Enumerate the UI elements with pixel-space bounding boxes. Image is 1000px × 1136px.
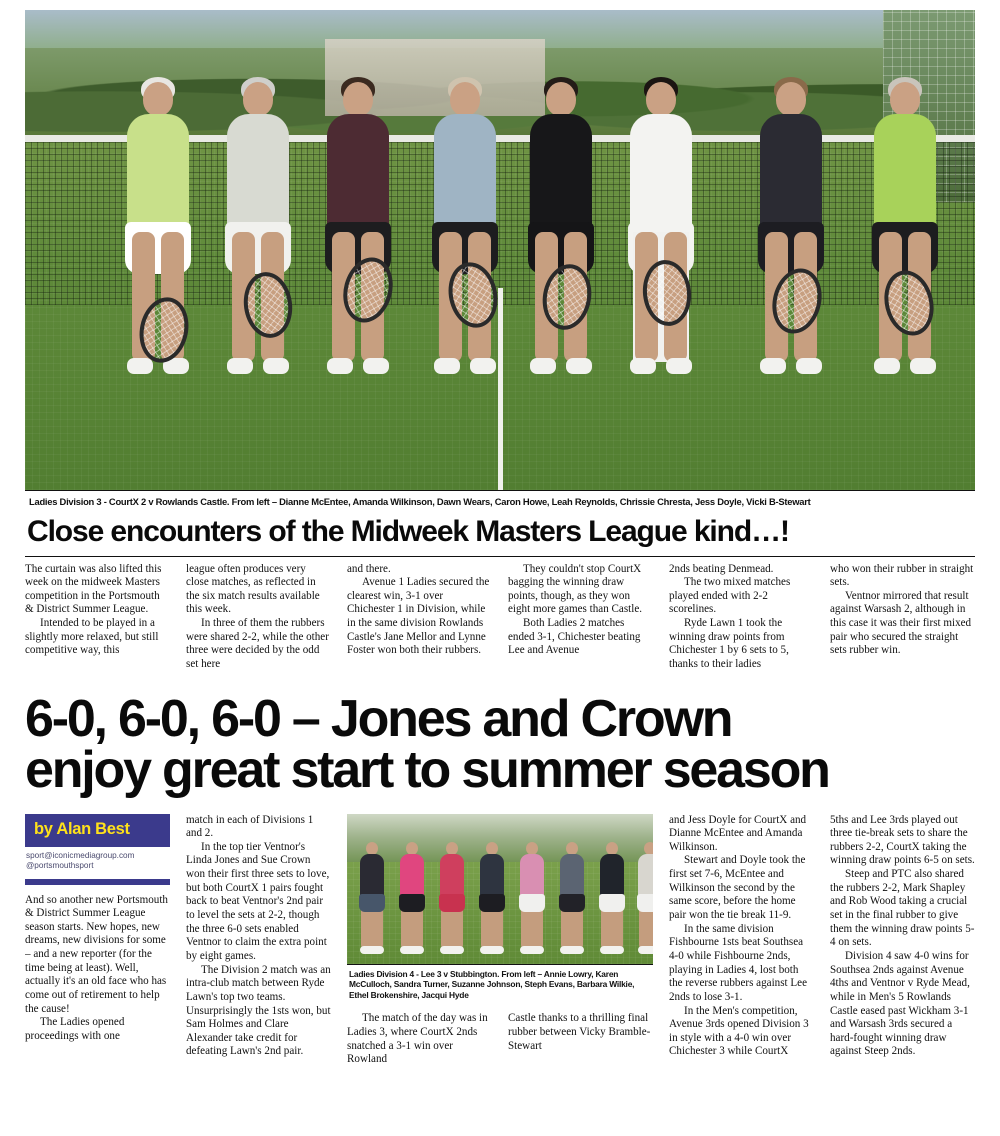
player-shoes [600, 946, 624, 954]
paragraph: The match of the day was in Ladies 3, where CourtX 2nds snatched a 3-1 win over Rowland [347, 1012, 488, 1066]
paragraph: The two mixed matches played ended with 2-2 scorelines. [669, 576, 791, 616]
player-head [343, 82, 373, 116]
paragraph: Ventnor mirrored that result against Warsash 2, although in this case it was their first mixed pair who secured the straight sets rubber win. [830, 589, 972, 657]
paragraph: Both Ladies 2 matches ended 3-1, Chichester beating Lee and Avenue [508, 617, 641, 657]
player-shoes [874, 358, 936, 376]
paragraph: 2nds beating Denmead. [669, 562, 774, 575]
player-shoes [227, 358, 289, 376]
player-shoes [530, 358, 592, 376]
player-torso [327, 114, 389, 234]
player-skirt [359, 894, 385, 912]
player-figure [613, 82, 709, 482]
paragraph: The curtain was also lifted this week on the midweek Masters competition in the Portsmouth & District Summer League. [25, 562, 162, 616]
player-head [450, 82, 480, 116]
paragraph: The Division 2 match was an intra-club match between Ryde Lawn's top two teams. Unsurprisingly the 1sts won, but Sam Holmes and Clare Alexander take credit for defeating Lawn's 2nd pair. [186, 963, 331, 1058]
player-torso [127, 114, 189, 234]
paragraph: In the same division Fishbourne 1sts beat Southsea 4-0 while Fishbourne 2nds, playing in Ladies 4, lost both the reverse rubbers against Lee 2nds to lose 3-1. [669, 922, 807, 1003]
player-figure [435, 842, 468, 960]
player-figure [515, 842, 548, 960]
main-photo-caption: Ladies Division 3 - CourtX 2 v Rowlands Castle. From left – Dianne McEntee, Amanda Wilkinson, Dawn Wears, Caron Howe, Leah Reynolds, Chrissie Chresta, Jess Doyle, Vicki B-Stewart [25, 490, 975, 510]
paragraph: who won their rubber in straight sets. [830, 562, 974, 589]
byline-rule [25, 879, 170, 885]
article-1-columns [25, 563, 975, 672]
player-figure [395, 842, 428, 960]
player-torso [600, 854, 624, 899]
page-sheet [25, 10, 975, 1136]
secondary-photo-caption: Ladies Division 4 - Lee 3 v Stubbington. From left – Annie Lowry, Karen McCulloch, Sandra Turner, Suzanne Johnson, Steph Evans, Barbara Wilkie, Ethel Brokenshire, Jacqui Hyde [347, 964, 653, 1005]
player-torso [630, 114, 692, 234]
player-figure [475, 842, 508, 960]
player-shoes [520, 946, 544, 954]
article-1-column-2 [186, 563, 331, 672]
player-head [776, 82, 806, 116]
player-torso [520, 854, 544, 899]
byline-email[interactable]: sport@iconicmediagroup.com [26, 851, 135, 861]
player-figure [555, 842, 588, 960]
article-2-headline-line-1: 6-0, 6-0, 6-0 – Jones and Crown [25, 689, 732, 748]
paragraph: match in each of Divisions 1 and 2. [186, 813, 314, 840]
paragraph: And so another new Portsmouth & District Summer League season starts. New hopes, new dreams, new divisions for some – and a new reporter (for the time being at least). Well, actually it's an old face who has come out of retirement to help the cause! [25, 893, 168, 1015]
player-head [646, 82, 676, 116]
paragraph: Castle thanks to a thrilling final rubber between Vicky Bramble-Stewart [508, 1012, 651, 1052]
byline-contact [26, 851, 170, 872]
player-torso [360, 854, 384, 899]
player-shoes [630, 358, 692, 376]
article-1-column-1 [25, 563, 170, 672]
article-1-headline: Close encounters of the Midweek Masters League kind…! [27, 515, 789, 548]
player-figure [210, 82, 306, 482]
player-skirt [439, 894, 465, 912]
byline-handle[interactable]: @portsmouthsport [26, 861, 94, 871]
paragraph: In three of them the rubbers were shared 2-2, while the other three were decided by the odd set here [186, 617, 329, 670]
paragraph: The Ladies opened proceedings with one [25, 1016, 125, 1042]
paragraph: Ryde Lawn 1 took the winning draw points from Chichester 1 by 6 sets to 5, thanks to their ladies [669, 617, 789, 670]
article-2-photo-block [347, 814, 653, 1067]
paragraph: 5ths and Lee 3rds played out three tie-break sets to share the rubbers 2-2, CourtX taking the winning draw points 6-5 on sets. [830, 813, 975, 867]
player-head [890, 82, 920, 116]
player-head [243, 82, 273, 116]
player-torso [434, 114, 496, 234]
player-figure [310, 82, 406, 482]
paragraph: and Jess Doyle for CourtX and Dianne McEntee and Amanda Wilkinson. [669, 813, 807, 853]
paragraph: In the top tier Ventnor's Linda Jones and Sue Crown won their first three sets to love, but both CourtX 1 pairs fought back to beat Ventnor's 2nd pair to level the sets at 2-2, though the three 6-0 sets enabled Ventnor to claim the extra point by eight games. [186, 840, 330, 962]
player-shoes [560, 946, 584, 954]
paragraph: In the Men's competition, Avenue 3rds opened Division 3 in style with a 4-0 win over Chichester 3 while CourtX [669, 1004, 809, 1058]
player-head [143, 82, 173, 116]
article-2-photo-subcolumns [347, 1012, 653, 1067]
player-figure [355, 842, 388, 960]
main-photo [25, 10, 975, 490]
player-shoes [480, 946, 504, 954]
byline-box [25, 814, 170, 847]
player-skirt [559, 894, 585, 912]
player-torso [760, 114, 822, 234]
article-2-column-5 [669, 814, 814, 1067]
article-2-column-4 [508, 1012, 653, 1067]
player-skirt [479, 894, 505, 912]
player-shoes [440, 946, 464, 954]
player-figure [595, 842, 628, 960]
player-skirt [599, 894, 625, 912]
paragraph: and there. [347, 562, 391, 575]
player-torso [480, 854, 504, 899]
player-shoes [360, 946, 384, 954]
player-shoes [760, 358, 822, 376]
secondary-photo [347, 814, 653, 964]
player-skirt [519, 894, 545, 912]
player-head [546, 82, 576, 116]
paragraph: league often produces very close matches, as reflected in the six match results available this week. [186, 562, 320, 616]
paragraph: They couldn't stop CourtX bagging the winning draw points, though, as they won eight more games than Castle. [508, 562, 643, 616]
player-figure [417, 82, 513, 482]
byline-author: by Alan Best [34, 819, 130, 838]
player-figure [110, 82, 206, 482]
paragraph: Stewart and Doyle took the first set 7-6, McEntee and Wilkinson the second by the same score, before the home pair won the tie break 11-9. [669, 854, 806, 922]
player-figure [633, 842, 653, 960]
rule-under-headline-1 [25, 556, 975, 557]
player-shoes [327, 358, 389, 376]
article-2-headline-line-2: enjoy great start to summer season [25, 740, 829, 799]
player-torso [560, 854, 584, 899]
player-shoes [400, 946, 424, 954]
article-2-column-3 [347, 1012, 492, 1067]
article-2-headline [25, 689, 975, 799]
player-torso [440, 854, 464, 899]
article-2-column-1 [25, 814, 170, 1067]
article-2-columns [25, 814, 975, 1067]
player-figure [743, 82, 839, 482]
article-1-column-4 [508, 563, 653, 672]
player-torso [638, 854, 654, 899]
player-shoes [638, 946, 654, 954]
player-skirt [399, 894, 425, 912]
player-torso [874, 114, 936, 234]
paragraph: Division 4 saw 4-0 wins for Southsea 2nds against Avenue 4ths and Ventnor v Ryde Mead, while in Men's 5 Rowlands Castle eased past Wickham 3-1 and Warsash 3rds secured a hard-fought winning draw against Steep 2nds. [830, 949, 970, 1058]
player-skirt [637, 894, 654, 912]
paragraph: Steep and PTC also shared the rubbers 2-2, Mark Shapley and Rob Wood taking a crucial set in the final rubber to give them the winning draw points 5-4 on sets. [830, 868, 975, 949]
article-2-column-2 [186, 814, 331, 1067]
player-shoes [434, 358, 496, 376]
article-1-column-6 [830, 563, 975, 672]
player-torso [227, 114, 289, 234]
player-torso [400, 854, 424, 899]
player-figure [513, 82, 609, 482]
player-figure [857, 82, 953, 482]
article-1-column-5 [669, 563, 814, 672]
player-torso [530, 114, 592, 234]
article-1-column-3 [347, 563, 492, 672]
paragraph: Avenue 1 Ladies secured the clearest win, 3-1 over Chichester 1 in Division, while in the same division Rowlands Castle's Jane Mellor and Lynne Foster won both their rubbers. [347, 576, 490, 657]
article-2-column-6 [830, 814, 975, 1067]
paragraph: Intended to be played in a slightly more relaxed, but still competitive way, this [25, 617, 159, 657]
